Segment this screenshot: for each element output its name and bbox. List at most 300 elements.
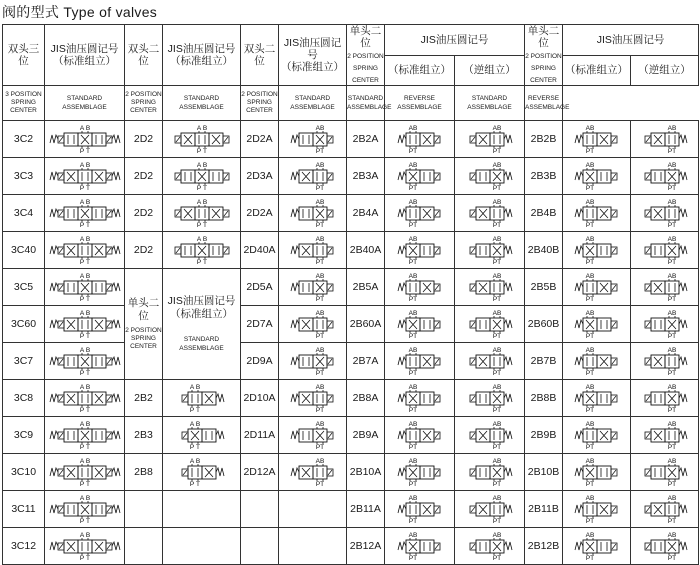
port-label: PT	[667, 407, 676, 414]
valve-symbol-icon	[386, 308, 454, 340]
port-label: PT	[315, 407, 324, 414]
port-label: B	[85, 199, 90, 206]
symbol-2ba-reverse	[455, 380, 525, 417]
port-label: PT	[492, 481, 501, 488]
port-label: P	[79, 518, 84, 525]
single-en: 2 POSITION SPRING CENTER	[347, 53, 384, 84]
model-code-3c: 3C4	[3, 195, 45, 232]
symbol-2bb-standard	[563, 417, 631, 454]
valve-symbol-icon	[564, 271, 630, 303]
single-en: 2 POSITION SPRING CENTER	[525, 53, 562, 84]
port-label: A	[79, 236, 84, 243]
single-cn: 单头二位	[349, 25, 382, 49]
symbol-2da	[279, 121, 347, 158]
empty-cell	[241, 528, 279, 565]
port-label: PT	[492, 259, 501, 266]
symbol-2bb-reverse	[631, 232, 699, 269]
port-label: PT	[492, 407, 501, 414]
port-label: T	[85, 296, 90, 303]
model-code-2d: 2B2	[125, 380, 163, 417]
port-label: AB	[315, 162, 324, 169]
port-label: AB	[585, 310, 594, 317]
table-row	[3, 343, 699, 380]
symbol-2bb-reverse	[631, 491, 699, 528]
valve-symbol-icon	[280, 271, 346, 303]
model-code-2ba: 2B11A	[347, 491, 385, 528]
valve-symbol-icon	[280, 382, 346, 414]
port-label: P	[189, 444, 194, 451]
std-en-3: STANDARD ASSEMBLAGE	[279, 86, 347, 121]
port-label: AB	[408, 236, 417, 243]
symbol-2ba-standard	[385, 232, 455, 269]
single-en: 2 POSITION SPRING CENTER	[125, 327, 162, 350]
model-code-2bb: 2B9B	[525, 417, 563, 454]
port-label: P	[79, 259, 84, 266]
valve-symbol-icon	[386, 456, 454, 488]
valve-symbol-icon	[164, 456, 240, 488]
valve-symbol-icon	[280, 123, 346, 155]
port-label: AB	[408, 273, 417, 280]
symbol-2bb-standard	[563, 121, 631, 158]
table-row	[3, 121, 699, 158]
valve-symbol-icon	[456, 123, 524, 155]
port-label: AB	[315, 458, 324, 465]
model-code-3c: 3C2	[3, 121, 45, 158]
port-label: AB	[315, 347, 324, 354]
standard-cn-label: （标准组立）	[170, 55, 233, 67]
valve-symbol-icon	[386, 493, 454, 525]
valve-symbol-icon	[564, 308, 630, 340]
symbol-3c	[45, 380, 125, 417]
header-single-pos-b	[525, 25, 563, 86]
port-label: B	[85, 162, 90, 169]
port-label: PT	[492, 333, 501, 340]
port-label: T	[85, 259, 90, 266]
rev-en-4: REVERSE ASSEMBLAGE	[385, 86, 455, 121]
valve-symbol-icon	[632, 271, 698, 303]
model-code-2bb: 2B60B	[525, 306, 563, 343]
valve-symbol-icon	[632, 308, 698, 340]
valve-symbol-icon	[632, 530, 698, 562]
port-label: PT	[492, 185, 501, 192]
symbol-2bb-reverse	[631, 269, 699, 306]
port-label: B	[85, 458, 90, 465]
symbol-3c	[45, 528, 125, 565]
model-code-2ba: 2B9A	[347, 417, 385, 454]
port-label: T	[195, 444, 200, 451]
port-label: P	[79, 444, 84, 451]
valve-symbol-icon	[632, 197, 698, 229]
valve-symbol-icon	[164, 197, 240, 229]
port-label: AB	[315, 125, 324, 132]
single-cn: 单头二位	[127, 297, 160, 322]
symbol-2d	[163, 195, 241, 232]
port-label: PT	[408, 555, 417, 562]
port-label: PT	[408, 518, 417, 525]
valve-symbol-icon	[456, 234, 524, 266]
symbol-2bb-reverse	[631, 343, 699, 380]
single-cn: 单头二位	[527, 25, 560, 49]
model-code-3c: 3C40	[3, 232, 45, 269]
symbol-2bb-standard	[563, 343, 631, 380]
valve-symbol-icon	[632, 345, 698, 377]
header-jis-1	[45, 25, 125, 86]
valve-symbol-icon	[386, 160, 454, 192]
port-label: PT	[585, 259, 594, 266]
valve-symbol-icon	[632, 382, 698, 414]
symbol-2bb-reverse	[631, 417, 699, 454]
port-label: AB	[408, 162, 417, 169]
header-jis-4: JIS油压圆记号	[385, 25, 525, 56]
valve-symbol-icon	[164, 419, 240, 451]
model-code-2bb: 2B5B	[525, 269, 563, 306]
port-label: AB	[408, 458, 417, 465]
port-label: PT	[408, 259, 417, 266]
port-label: B	[85, 421, 90, 428]
valve-symbol-icon	[632, 493, 698, 525]
symbol-2bb-reverse	[631, 528, 699, 565]
port-label: B	[85, 236, 90, 243]
port-label: P	[196, 259, 201, 266]
port-label: T	[202, 148, 207, 155]
port-label: AB	[585, 125, 594, 132]
port-label: PT	[667, 148, 676, 155]
port-label: PT	[492, 296, 501, 303]
port-label: PT	[492, 222, 501, 229]
symbol-2bb-reverse	[631, 306, 699, 343]
valve-symbol-icon	[386, 419, 454, 451]
port-label: AB	[667, 273, 676, 280]
port-label: P	[79, 407, 84, 414]
port-label: PT	[492, 370, 501, 377]
valve-symbol-icon	[386, 234, 454, 266]
valve-symbol-icon	[564, 530, 630, 562]
symbol-3c	[45, 491, 125, 528]
port-label: A	[189, 421, 194, 428]
port-label: PT	[408, 222, 417, 229]
port-label: P	[189, 407, 194, 414]
header-two-pos-b: 双头二位	[241, 25, 279, 86]
jis-label: JIS油压圆记号	[50, 43, 119, 55]
model-code-3c: 3C12	[3, 528, 45, 565]
port-label: PT	[408, 296, 417, 303]
valve-symbol-icon	[47, 382, 123, 414]
port-label: P	[79, 333, 84, 340]
port-label: PT	[408, 148, 417, 155]
valve-symbol-icon	[456, 345, 524, 377]
port-label: P	[196, 148, 201, 155]
port-label: A	[79, 532, 84, 539]
valve-symbol-icon	[164, 382, 240, 414]
port-label: PT	[585, 444, 594, 451]
valve-symbol-icon	[47, 234, 123, 266]
symbol-2da	[279, 232, 347, 269]
valve-symbol-icon	[47, 493, 123, 525]
port-label: AB	[492, 384, 501, 391]
jis-label: JIS油压圆记号	[167, 43, 236, 55]
model-code-2d: 2D2	[125, 158, 163, 195]
symbol-2bb-reverse	[631, 380, 699, 417]
model-code-3c: 3C8	[3, 380, 45, 417]
model-code-2ba: 2B3A	[347, 158, 385, 195]
std-en-1: STANDARD ASSEMBLAGE	[45, 86, 125, 121]
symbol-2da	[279, 417, 347, 454]
valve-symbol-icon	[456, 271, 524, 303]
valve-symbol-icon	[456, 493, 524, 525]
port-label: B	[85, 347, 90, 354]
empty-cell	[279, 491, 347, 528]
symbol-3c	[45, 269, 125, 306]
symbol-2ba-reverse	[455, 121, 525, 158]
port-label: PT	[667, 481, 676, 488]
symbol-2ba-reverse	[455, 158, 525, 195]
port-label: B	[85, 273, 90, 280]
port-label: AB	[585, 532, 594, 539]
port-label: P	[196, 222, 201, 229]
valve-symbol-icon	[386, 123, 454, 155]
port-label: T	[85, 444, 90, 451]
port-label: T	[85, 370, 90, 377]
model-code-3c: 3C11	[3, 491, 45, 528]
port-label: PT	[667, 185, 676, 192]
symbol-2bb-reverse	[631, 121, 699, 158]
symbol-2ba-reverse	[455, 491, 525, 528]
model-code-2da: 2D40A	[241, 232, 279, 269]
port-label: AB	[408, 125, 417, 132]
valve-symbol-icon	[386, 271, 454, 303]
valve-symbol-icon	[632, 419, 698, 451]
symbol-2da	[279, 306, 347, 343]
port-label: PT	[585, 370, 594, 377]
symbol-2bb-reverse	[631, 454, 699, 491]
symbol-2ba-reverse	[455, 343, 525, 380]
valve-symbol-icon	[47, 123, 123, 155]
model-code-2d: 2B8	[125, 454, 163, 491]
valve-symbol-icon	[564, 234, 630, 266]
model-code-2bb: 2B10B	[525, 454, 563, 491]
table-row	[3, 491, 699, 528]
model-code-3c: 3C5	[3, 269, 45, 306]
port-label: PT	[585, 333, 594, 340]
port-label: AB	[408, 310, 417, 317]
port-label: AB	[667, 310, 676, 317]
port-label: PT	[408, 407, 417, 414]
valve-symbol-icon	[280, 234, 346, 266]
port-label: T	[85, 407, 90, 414]
port-label: B	[202, 125, 207, 132]
table-row	[3, 195, 699, 232]
valve-symbol-icon	[280, 160, 346, 192]
symbol-2ba-standard	[385, 121, 455, 158]
port-label: PT	[408, 370, 417, 377]
port-label: T	[202, 222, 207, 229]
port-label: AB	[408, 532, 417, 539]
port-label: AB	[492, 347, 501, 354]
jis-label: JIS油压圆记号	[283, 37, 342, 61]
port-label: B	[85, 495, 90, 502]
empty-cell	[163, 491, 241, 528]
port-label: PT	[667, 370, 676, 377]
port-label: AB	[492, 495, 501, 502]
model-code-3c: 3C9	[3, 417, 45, 454]
symbol-2da	[279, 380, 347, 417]
model-code-2bb: 2B2B	[525, 121, 563, 158]
model-code-3c: 3C7	[3, 343, 45, 380]
symbol-2ba-standard	[385, 380, 455, 417]
valve-symbol-icon	[386, 382, 454, 414]
port-label: A	[189, 384, 194, 391]
model-code-2da: 2D7A	[241, 306, 279, 343]
port-label: AB	[667, 236, 676, 243]
port-label: PT	[315, 370, 324, 377]
table-row	[3, 454, 699, 491]
port-label: AB	[667, 347, 676, 354]
symbol-2ba-reverse	[455, 306, 525, 343]
header-row-2	[3, 86, 699, 121]
model-code-2bb: 2B12B	[525, 528, 563, 565]
symbol-3c	[45, 232, 125, 269]
port-label: AB	[492, 162, 501, 169]
port-label: B	[202, 199, 207, 206]
model-code-2bb: 2B7B	[525, 343, 563, 380]
symbol-2bb-standard	[563, 491, 631, 528]
table-row	[3, 528, 699, 565]
port-label: PT	[585, 518, 594, 525]
standard-cn-label: （标准组立）	[281, 61, 344, 73]
port-label: AB	[492, 310, 501, 317]
port-label: B	[195, 384, 200, 391]
symbol-2ba-reverse	[455, 417, 525, 454]
valve-symbol-icon	[632, 123, 698, 155]
std-en-2: STANDARD ASSEMBLAGE	[163, 86, 241, 121]
model-code-2ba: 2B7A	[347, 343, 385, 380]
std-cn-4: （标准组立）	[385, 55, 455, 86]
port-label: PT	[408, 185, 417, 192]
port-label: PT	[585, 296, 594, 303]
port-label: PT	[315, 148, 324, 155]
port-label: A	[196, 199, 201, 206]
table-row	[3, 269, 699, 306]
valve-symbol-icon	[164, 160, 240, 192]
port-label: A	[79, 310, 84, 317]
port-label: PT	[667, 259, 676, 266]
port-label: PT	[585, 481, 594, 488]
valve-symbol-icon	[47, 419, 123, 451]
port-label: T	[85, 481, 90, 488]
empty-cell	[163, 528, 241, 565]
port-label: T	[195, 407, 200, 414]
port-label: T	[195, 481, 200, 488]
symbol-2bb-standard	[563, 528, 631, 565]
symbol-2bb-standard	[563, 454, 631, 491]
rev-cn-4: （逆组立）	[455, 55, 525, 86]
port-label: B	[195, 421, 200, 428]
valve-symbol-icon	[386, 197, 454, 229]
model-code-2da: 2D5A	[241, 269, 279, 306]
port-label: A	[196, 162, 201, 169]
header-single-pos-a	[347, 25, 385, 86]
model-code-3c: 3C10	[3, 454, 45, 491]
table-row	[3, 380, 699, 417]
model-code-2d: 2B3	[125, 417, 163, 454]
port-label: B	[85, 125, 90, 132]
valve-symbol-icon	[280, 197, 346, 229]
model-code-2d: 2D2	[125, 232, 163, 269]
symbol-2da	[279, 195, 347, 232]
model-code-2da: 2D9A	[241, 343, 279, 380]
port-label: B	[85, 532, 90, 539]
model-code-2ba: 2B4A	[347, 195, 385, 232]
std-en-4: STANDARD ASSEMBLAGE	[347, 86, 385, 121]
port-label: PT	[492, 148, 501, 155]
valve-symbol-icon	[47, 456, 123, 488]
symbol-2ba-standard	[385, 269, 455, 306]
port-label: PT	[408, 481, 417, 488]
symbol-2bb-reverse	[631, 195, 699, 232]
header-jis-3	[279, 25, 347, 86]
valve-symbol-icon	[564, 456, 630, 488]
valve-symbol-icon	[47, 197, 123, 229]
port-label: PT	[667, 518, 676, 525]
table-row	[3, 306, 699, 343]
std-en-mid: STANDARD ASSEMBLAGE	[179, 336, 224, 352]
port-label: T	[85, 333, 90, 340]
model-code-2ba: 2B10A	[347, 454, 385, 491]
header-three-pos: 双头三位	[3, 25, 45, 86]
port-label: A	[196, 236, 201, 243]
symbol-2ba-standard	[385, 195, 455, 232]
port-label: P	[79, 370, 84, 377]
valve-symbol-icon	[280, 308, 346, 340]
port-label: P	[79, 296, 84, 303]
port-label: PT	[315, 222, 324, 229]
table-row	[3, 232, 699, 269]
port-label: AB	[408, 199, 417, 206]
valve-symbol-icon	[47, 345, 123, 377]
port-label: AB	[492, 199, 501, 206]
symbol-2bb-standard	[563, 306, 631, 343]
model-code-2bb: 2B3B	[525, 158, 563, 195]
two-pos-en: 2 POSITION SPRING CENTER	[125, 86, 163, 121]
symbol-2da	[279, 343, 347, 380]
port-label: P	[79, 481, 84, 488]
empty-cell	[125, 528, 163, 565]
port-label: AB	[585, 458, 594, 465]
symbol-2ba-reverse	[455, 232, 525, 269]
port-label: PT	[667, 222, 676, 229]
model-code-2da: 2D3A	[241, 158, 279, 195]
port-label: AB	[492, 458, 501, 465]
port-label: PT	[585, 148, 594, 155]
port-label: P	[189, 481, 194, 488]
model-code-2ba: 2B5A	[347, 269, 385, 306]
port-label: PT	[315, 481, 324, 488]
port-label: A	[79, 421, 84, 428]
port-label: AB	[492, 532, 501, 539]
port-label: P	[79, 185, 84, 192]
model-code-2ba: 2B12A	[347, 528, 385, 565]
port-label: A	[79, 347, 84, 354]
valve-symbol-icon	[280, 345, 346, 377]
port-label: PT	[408, 444, 417, 451]
port-label: B	[202, 236, 207, 243]
three-pos-en: 3 POSITION SPRING CENTER	[3, 86, 45, 121]
valve-symbol-icon	[164, 234, 240, 266]
port-label: AB	[492, 125, 501, 132]
model-code-2ba: 2B40A	[347, 232, 385, 269]
page-title: 阀的型式 Type of valves	[2, 4, 158, 20]
symbol-2bb-reverse	[631, 158, 699, 195]
